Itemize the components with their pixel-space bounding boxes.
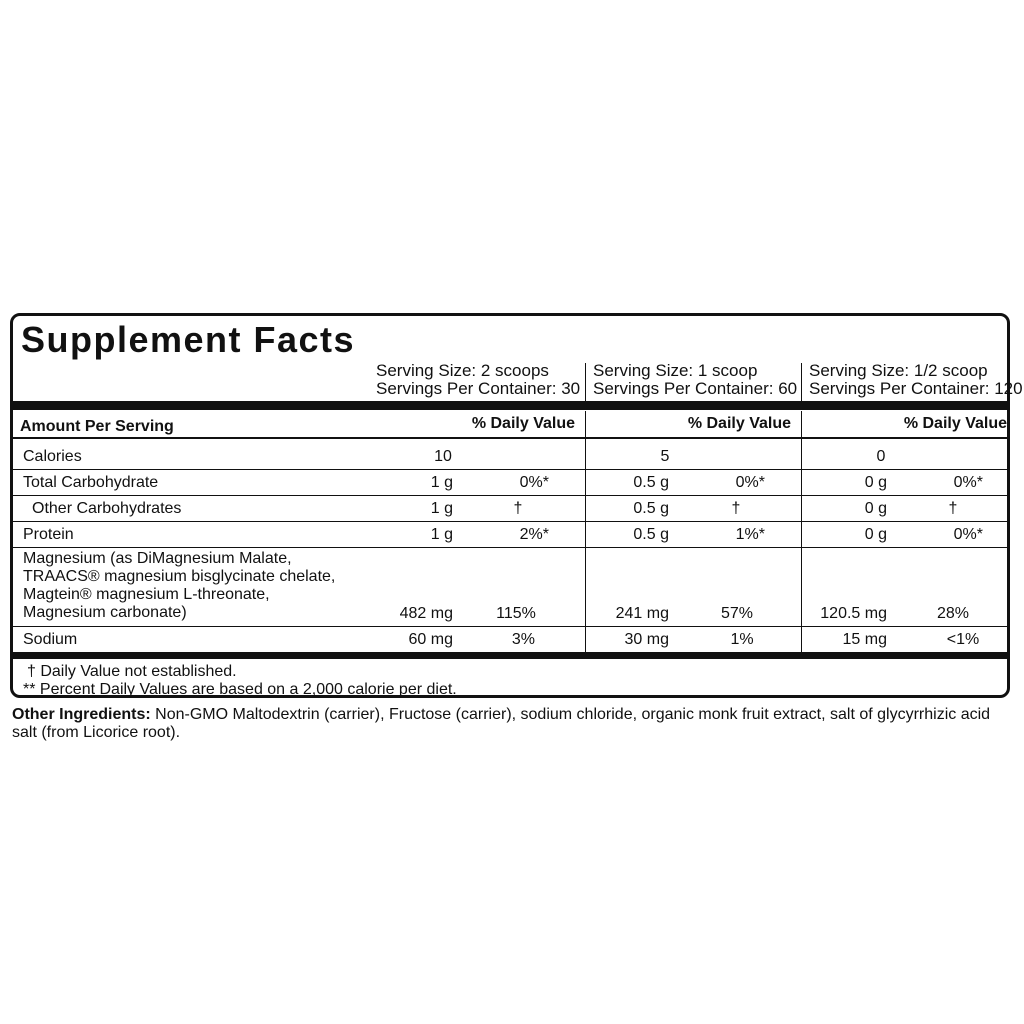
nutrient-label: Protein (23, 526, 74, 543)
daily-value-percent: † (513, 500, 523, 517)
amount-value: 0.5 g (633, 474, 669, 491)
daily-value-percent: 0%* (953, 526, 983, 543)
daily-value-percent: 2%* (519, 526, 549, 543)
daily-value-percent: <1% (946, 631, 980, 648)
thick-rule (13, 652, 1007, 659)
amount-value: 0 g (864, 500, 887, 517)
nutrient-label-line: Magtein® magnesium L-threonate, (23, 586, 270, 603)
amount-value: 0 g (864, 474, 887, 491)
amount-value: 10 (434, 448, 452, 465)
daily-value-percent: 0%* (735, 474, 765, 491)
amount-value: 120.5 mg (820, 605, 887, 622)
other-ingredients-label: Other Ingredients: (12, 706, 151, 723)
amount-value: 5 (660, 448, 670, 465)
daily-value-header: % Daily Value (687, 415, 791, 432)
servings-per-container: Servings Per Container: 30 (376, 379, 581, 398)
nutrient-label-line: TRAACS® magnesium bisglycinate chelate, (23, 568, 336, 585)
serving-size: Serving Size: 1 scoop (593, 361, 758, 380)
serving-info-col3 (809, 362, 1023, 398)
serving-info-col1 (376, 362, 580, 398)
column-divider (801, 411, 802, 652)
amount-value: 1 g (430, 474, 453, 491)
serving-size: Serving Size: 1/2 scoop (809, 361, 988, 380)
daily-value-percent: 57% (720, 605, 754, 622)
amount-value: 15 mg (842, 631, 887, 648)
amount-value: 1 g (430, 526, 453, 543)
amount-value: 0 (876, 448, 886, 465)
nutrient-label-line: Magnesium carbonate) (23, 604, 187, 621)
daily-value-percent: † (731, 500, 741, 517)
daily-value-percent: 0%* (953, 474, 983, 491)
amount-value: 30 mg (624, 631, 669, 648)
amount-value: 1 g (430, 500, 453, 517)
clipped-text-line (12, 742, 1012, 758)
other-ingredients-text: Non-GMO Maltodextrin (carrier), Fructose (carrier), sodium chloride, organic monk fruit extract, salt of glycyrrhizic acid salt (from Licorice root). (12, 706, 991, 741)
nutrient-label: Other Carbohydrates (32, 500, 182, 517)
row-divider (13, 495, 1007, 496)
row-divider (13, 547, 1007, 548)
footnote: ** Percent Daily Values are based on a 2,000 calorie per diet. (23, 681, 457, 698)
servings-per-container: Servings Per Container: 120 (809, 379, 1023, 398)
daily-value-percent: † (948, 500, 958, 517)
footnote: † Daily Value not established. (27, 663, 237, 680)
daily-value-percent: 115% (496, 605, 536, 622)
daily-value-percent: 1% (730, 631, 754, 648)
amount-value: 0.5 g (633, 526, 669, 543)
daily-value-header: % Daily Value (471, 415, 575, 432)
daily-value-percent: 0%* (519, 474, 549, 491)
nutrient-label: Calories (23, 448, 82, 465)
row-divider (13, 626, 1007, 627)
amount-value: 482 mg (399, 605, 453, 622)
nutrient-label: Sodium (23, 631, 78, 648)
supplement-facts-panel (10, 313, 1023, 698)
row-divider (13, 469, 1007, 470)
column-divider (585, 411, 586, 652)
daily-value-percent: 28% (936, 605, 970, 622)
column-divider (585, 363, 586, 401)
other-ingredients (12, 706, 1012, 742)
amount-value: 60 mg (408, 631, 453, 648)
amount-value: 0.5 g (633, 500, 669, 517)
amount-per-serving-label: Amount Per Serving (20, 418, 174, 435)
header-rule (13, 437, 1007, 439)
daily-value-percent: 3% (511, 631, 535, 648)
serving-info-col2 (593, 362, 797, 398)
thick-rule (13, 401, 1007, 410)
row-divider (13, 521, 1007, 522)
column-divider (801, 363, 802, 401)
amount-value: 0 g (864, 526, 887, 543)
panel-title: Supplement Facts (21, 319, 356, 360)
nutrient-label-line: Magnesium (as DiMagnesium Malate, (23, 550, 292, 567)
serving-size: Serving Size: 2 scoops (376, 361, 549, 380)
daily-value-percent: 1%* (735, 526, 765, 543)
amount-value: 241 mg (615, 605, 669, 622)
daily-value-header: % Daily Value (903, 415, 1007, 432)
nutrient-label: Total Carbohydrate (23, 474, 159, 491)
servings-per-container: Servings Per Container: 60 (593, 379, 798, 398)
